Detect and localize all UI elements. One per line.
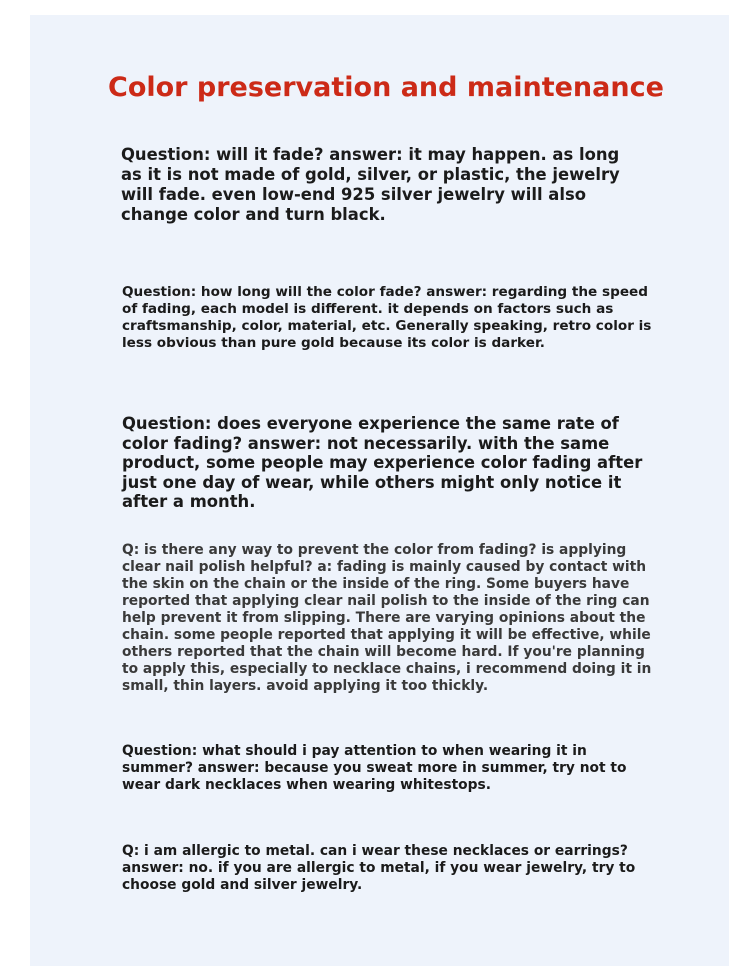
faq-entry-fading: Question: will it fade? answer: it may happen. as long as it is not made of gold, silver, or plastic, the jewelry will fade. even low-end 925 silver jewelry will also change color and turn black. [121, 145, 620, 224]
page-title: Color preservation and maintenance [108, 72, 664, 103]
faq-entry-summer: Question: what should i pay attention to when wearing it in summer? answer: because you sweat more in summer, try not to wear dark necklaces when wearing whitestops. [122, 743, 627, 793]
faq-entry-prevention: Q: is there any way to prevent the color from fading? is applying clear nail polish helpful? a: fading is mainly caused by contact with the skin on the chain or the inside of the ring. Some buyers have reported that applying clear nail polish to the inside of the ring can help prevent it from slipping. There are varying opinions about the chain. some people reported that applying it will be effective, while others reported that the chain will become hard. If you're planning to apply this, especially to necklace chains, i recommend doing it in small, thin layers. avoid applying it too thickly. [122, 542, 652, 694]
faq-entry-fade-rate: Question: does everyone experience the same rate of color fading? answer: not necessarily. with the same product, some people may experience color fading after just one day of wear, while others might only notice it after a month. [122, 414, 643, 511]
faq-entry-allergy: Q: i am allergic to metal. can i wear these necklaces or earrings? answer: no. if you are allergic to metal, if you wear jewelry, try to choose gold and silver jewelry. [122, 843, 636, 893]
faq-entry-fade-duration: Question: how long will the color fade? answer: regarding the speed of fading, each model is different. it depends on factors such as craftsmanship, color, material, etc. Generally speaking, retro color is less obvious than pure gold because its color is darker. [122, 284, 652, 351]
